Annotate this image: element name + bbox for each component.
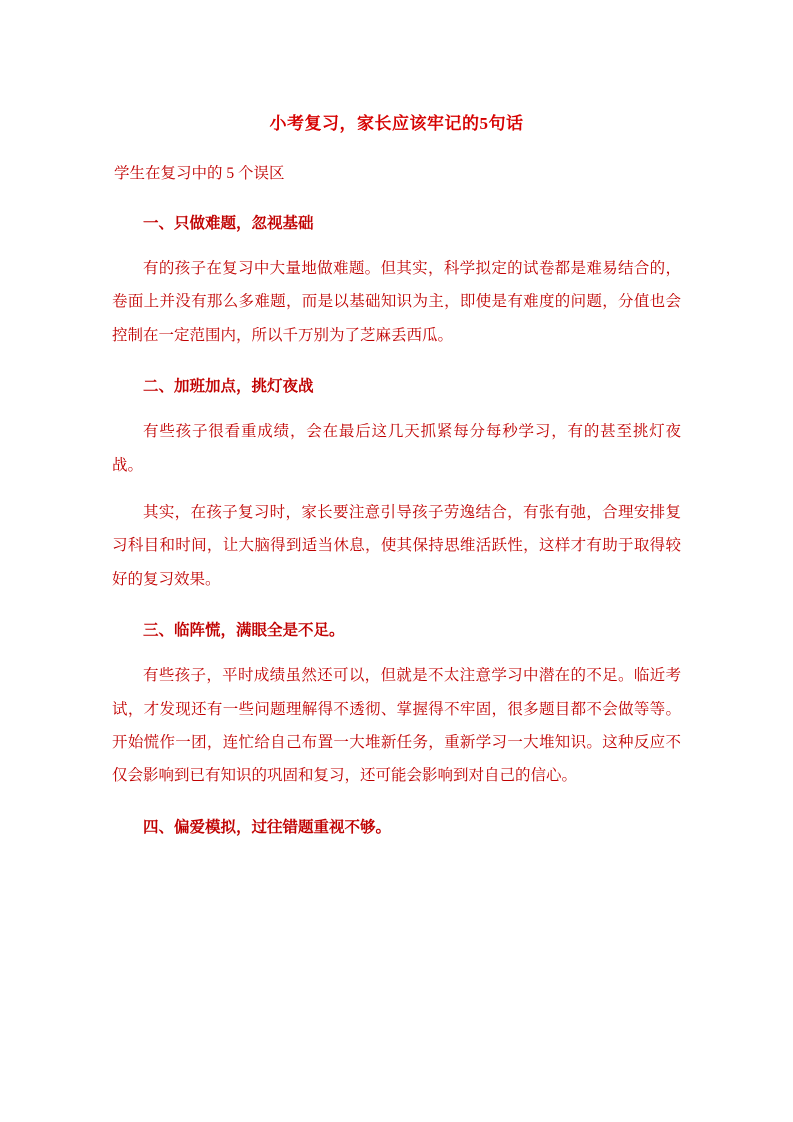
section-3-paragraph-1: 有些孩子，平时成绩虽然还可以，但就是不太注意学习中潜在的不足。临近考试，才发现还有一些问题理解得不透彻、掌握得不牢固，很多题目都不会做等等。开始慌作一团，连忙给自己布置一大堆新任务，重新学习一大堆知识。这种反应不仅会影响到已有知识的巩固和复习，还可能会影响到对自己的信心。 (112, 667, 681, 785)
section-heading-2: 二、加班加点，挑灯夜战 (143, 378, 314, 395)
section-heading-4: 四、偏爱模拟，过往错题重视不够。 (143, 818, 392, 836)
section-1-paragraph-1: 有的孩子在复习中大量地做难题。但其实，科学拟定的试卷都是难易结合的，卷面上并没有那么多难题，而是以基础知识为主，即使是有难度的问题，分值也会控制在一定范围内，所以千万别为了芝麻丢西瓜。 (112, 260, 681, 344)
page-title: 小考复习，家长应该牢记的5句话 (269, 114, 524, 133)
page-bottom-spacer (112, 842, 681, 882)
document-intro: 学生在复习中的 5 个误区 (114, 165, 285, 183)
section-2-paragraph-2: 其实，在孩子复习时，家长要注意引导孩子劳逸结合，有张有弛，合理安排复习科目和时间，让大脑得到适当休息，使其保持思维活跃性，这样才有助于取得较好的复习效果。 (112, 504, 681, 588)
section-heading-1: 一、只做难题，忽视基础 (143, 214, 314, 232)
section-2-paragraph-1: 有些孩子很看重成绩，会在最后这几天抓紧每分每秒学习，有的甚至挑灯夜战。 (112, 423, 681, 474)
section-heading-3: 三、临阵慌，满眼全是不足。 (143, 622, 345, 639)
